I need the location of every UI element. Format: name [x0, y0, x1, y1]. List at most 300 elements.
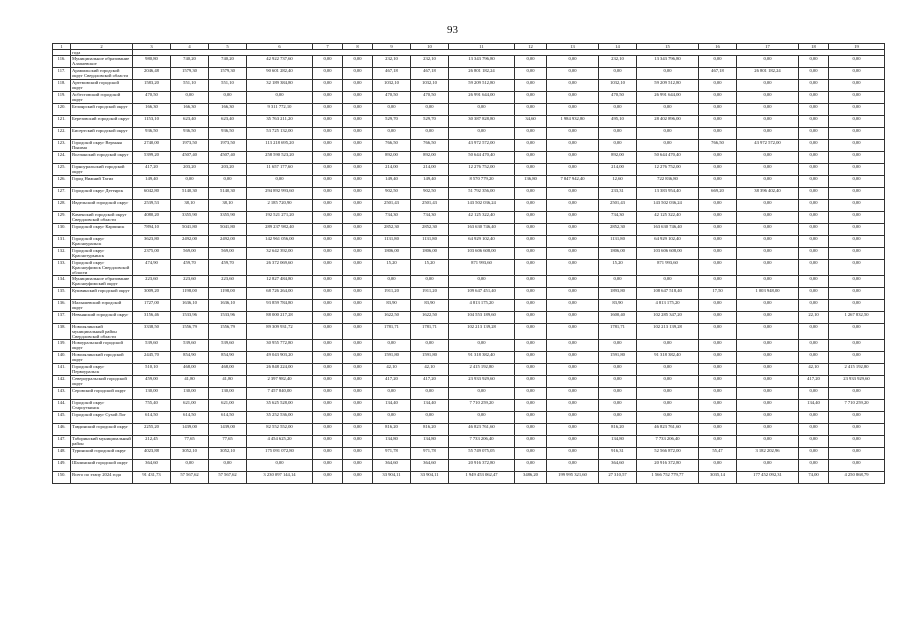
value-cell: 12 276 752,00: [637, 164, 699, 176]
value-cell: 0,00: [799, 412, 829, 424]
value-cell: 0,00: [209, 176, 247, 188]
value-cell: 102 285 347,20: [637, 312, 699, 324]
value-cell: 214,00: [373, 164, 411, 176]
value-cell: 0,00: [343, 260, 373, 276]
value-cell: 103 606 608,00: [637, 248, 699, 260]
value-cell: 0,00: [313, 116, 343, 128]
row-number-cell: 119.: [53, 92, 71, 104]
value-cell: 0,00: [343, 80, 373, 92]
value-cell: 0,00: [515, 56, 547, 68]
row-number-cell: 148.: [53, 448, 71, 460]
value-cell: 1911,20: [373, 288, 411, 300]
value-cell: 0,00: [343, 92, 373, 104]
value-cell: 53 725 132,00: [247, 128, 313, 140]
value-cell: 467,18: [699, 68, 737, 80]
value-cell: 0,00: [799, 116, 829, 128]
value-cell: 0,00: [699, 400, 737, 412]
value-cell: 364,60: [133, 460, 171, 472]
value-cell: 0,00: [313, 248, 343, 260]
value-cell: 7 733 206,40: [637, 436, 699, 448]
value-cell: 0,00: [343, 188, 373, 200]
value-cell: 1 949 453 062,47: [449, 472, 515, 484]
value-cell: 91 318 382,40: [637, 352, 699, 364]
value-cell: 12 827 484,80: [247, 276, 313, 288]
value-cell: 20 916 372,80: [449, 460, 515, 472]
value-cell: 5140,30: [209, 188, 247, 200]
value-cell: 0,00: [547, 364, 599, 376]
table-row: [53, 164, 885, 176]
value-cell: 0,00: [547, 140, 599, 152]
value-cell: 0,00: [373, 276, 411, 288]
value-cell: 59 209 512,80: [637, 80, 699, 92]
value-cell: 0,00: [547, 448, 599, 460]
value-cell: 0,00: [515, 448, 547, 460]
value-cell: 0,00: [313, 312, 343, 324]
value-cell: 0,00: [411, 412, 449, 424]
value-cell: 459,70: [209, 260, 247, 276]
value-cell: 0,00: [343, 376, 373, 388]
value-cell: 0,00: [547, 188, 599, 200]
value-cell: 417,20: [133, 164, 171, 176]
value-cell: 0,00: [737, 92, 799, 104]
value-cell: 0,00: [799, 340, 829, 352]
value-cell: 0,00: [799, 176, 829, 188]
municipality-cell: Новолялинский городской округ: [71, 352, 133, 364]
value-cell: 0,00: [737, 340, 799, 352]
value-cell: 0,00: [313, 448, 343, 460]
value-cell: 17,50: [699, 288, 737, 300]
value-cell: 1533,96: [209, 312, 247, 324]
value-cell: 0,00: [799, 92, 829, 104]
table-row: [53, 260, 885, 276]
value-cell: 0,00: [737, 128, 799, 140]
value-cell: 936,50: [133, 128, 171, 140]
table-row: [53, 224, 885, 236]
value-cell: 0,00: [547, 460, 599, 472]
value-cell: 0,00: [829, 128, 885, 140]
value-cell: 0,00: [829, 276, 885, 288]
column-number: 16: [699, 44, 737, 50]
value-cell: 134,80: [373, 436, 411, 448]
value-cell: 0,00: [699, 200, 737, 212]
value-cell: 52 566 872,00: [637, 448, 699, 460]
municipality-cell: Шалинский городской округ: [71, 460, 133, 472]
value-cell: 0,00: [343, 352, 373, 364]
value-cell: 2501,43: [599, 200, 637, 212]
value-cell: 104 553 189,60: [449, 312, 515, 324]
row-number-cell: 118.: [53, 80, 71, 92]
value-cell: 166,30: [171, 104, 209, 116]
value-cell: 0,00: [699, 340, 737, 352]
value-cell: 0,00: [313, 388, 343, 400]
municipality-cell: Городской округ Верхняя Пышма: [71, 140, 133, 152]
value-cell: 7 457 840,00: [247, 388, 313, 400]
value-cell: 0,00: [343, 472, 373, 484]
value-cell: 0,00: [449, 276, 515, 288]
value-cell: 0,00: [547, 436, 599, 448]
value-cell: 2 185 720,90: [247, 200, 313, 212]
row-number-cell: 134.: [53, 276, 71, 288]
value-cell: 232,10: [411, 56, 449, 68]
value-cell: 214,00: [411, 164, 449, 176]
value-cell: 0,00: [547, 340, 599, 352]
value-cell: 0,00: [373, 388, 411, 400]
value-cell: 41,80: [209, 376, 247, 388]
value-cell: 1198,00: [209, 288, 247, 300]
column-number: 7: [313, 44, 343, 50]
value-cell: 0,00: [829, 56, 885, 68]
column-number: 17: [737, 44, 799, 50]
value-cell: 0,00: [699, 164, 737, 176]
value-cell: 0,00: [829, 324, 885, 340]
value-cell: 0,00: [313, 68, 343, 80]
value-cell: 2501,43: [411, 200, 449, 212]
value-cell: 0,00: [515, 400, 547, 412]
value-cell: 614,50: [133, 412, 171, 424]
value-cell: 2 397 982,40: [247, 376, 313, 388]
municipality-cell: Асбестовский городской округ: [71, 92, 133, 104]
value-cell: 1439,00: [171, 424, 209, 436]
value-cell: 0,00: [547, 80, 599, 92]
value-cell: 1583,20: [133, 80, 171, 92]
value-cell: 0,00: [247, 460, 313, 472]
value-cell: 740,20: [209, 56, 247, 68]
value-cell: 0,00: [699, 312, 737, 324]
value-cell: 0,00: [449, 388, 515, 400]
value-cell: 1579,30: [209, 68, 247, 80]
value-cell: 614,50: [209, 412, 247, 424]
value-cell: 569,00: [171, 248, 209, 260]
value-cell: 20 916 372,80: [637, 460, 699, 472]
municipality-cell: Артемовский городской округ: [71, 80, 133, 92]
value-cell: 0,00: [313, 352, 343, 364]
value-cell: 1781,71: [599, 324, 637, 340]
value-cell: 854,90: [209, 352, 247, 364]
value-cell: 32 642 392,00: [247, 248, 313, 260]
value-cell: 0,00: [637, 140, 699, 152]
value-cell: 203,20: [209, 164, 247, 176]
value-cell: 0,00: [547, 424, 599, 436]
value-cell: 0,00: [343, 56, 373, 68]
municipality-cell: Североуральский городской округ: [71, 376, 133, 388]
value-cell: 0,00: [737, 460, 799, 472]
value-cell: 2375,00: [133, 248, 171, 260]
value-cell: 0,00: [699, 236, 737, 248]
value-cell: 59 209 512,80: [449, 80, 515, 92]
value-cell: 0,00: [799, 424, 829, 436]
value-cell: 232,10: [373, 56, 411, 68]
value-cell: 46 823 761,60: [637, 424, 699, 436]
value-cell: 0,00: [313, 104, 343, 116]
value-cell: 223,60: [209, 276, 247, 288]
column-number: 4: [171, 44, 209, 50]
value-cell: 130,00: [133, 388, 171, 400]
value-cell: 669,20: [699, 188, 737, 200]
value-cell: 1806,00: [411, 248, 449, 260]
value-cell: 0,00: [799, 212, 829, 224]
value-cell: 1636,10: [209, 300, 247, 312]
table-row: [53, 460, 885, 472]
value-cell: 26 801 182,24: [449, 68, 515, 80]
value-cell: 15,20: [599, 260, 637, 276]
row-number-cell: 144.: [53, 400, 71, 412]
value-cell: 91 318 382,40: [449, 352, 515, 364]
value-cell: 0,00: [699, 104, 737, 116]
value-cell: 1131,80: [599, 236, 637, 248]
value-cell: 0,00: [411, 340, 449, 352]
value-cell: 1973,50: [171, 140, 209, 152]
municipality-cell: Горноуральский городской округ: [71, 164, 133, 176]
value-cell: 0,00: [515, 376, 547, 388]
value-cell: 1579,30: [171, 68, 209, 80]
value-cell: 143 502 036,24: [449, 200, 515, 212]
value-cell: 0,00: [449, 128, 515, 140]
value-cell: 0,00: [547, 68, 599, 80]
value-cell: 26 991 644,00: [637, 92, 699, 104]
value-cell: 5140,30: [171, 188, 209, 200]
value-cell: 0,00: [829, 300, 885, 312]
value-cell: 0,00: [411, 276, 449, 288]
value-cell: 0,00: [737, 400, 799, 412]
value-cell: 0,00: [829, 140, 885, 152]
value-cell: 42,10: [411, 364, 449, 376]
value-cell: 233,31: [599, 188, 637, 200]
value-cell: 0,00: [515, 236, 547, 248]
value-cell: 1893,80: [599, 288, 637, 300]
value-cell: 3052,10: [209, 448, 247, 460]
value-cell: 816,20: [411, 424, 449, 436]
value-cell: 0,00: [599, 276, 637, 288]
value-cell: 0,00: [599, 68, 637, 80]
value-cell: 149,40: [133, 176, 171, 188]
municipality-cell: Муниципальное образование Красноуфимский округ: [71, 276, 133, 288]
value-cell: 0,00: [373, 104, 411, 116]
value-cell: 13 343 796,80: [449, 56, 515, 68]
value-cell: 417,20: [799, 376, 829, 388]
value-cell: 0,00: [313, 400, 343, 412]
value-cell: 175 091 072,80: [247, 448, 313, 460]
value-cell: 22,10: [799, 312, 829, 324]
value-cell: 0,00: [737, 324, 799, 340]
table-row: [53, 340, 885, 352]
value-cell: 5041,80: [209, 224, 247, 236]
value-cell: 5399,20: [133, 152, 171, 164]
value-cell: 0,00: [829, 68, 885, 80]
value-cell: 0,00: [343, 104, 373, 116]
value-cell: 0,00: [373, 340, 411, 352]
value-cell: 529,70: [373, 116, 411, 128]
value-cell: 7894,10: [133, 224, 171, 236]
value-cell: 0,00: [547, 260, 599, 276]
value-cell: 1591,80: [599, 352, 637, 364]
value-cell: 0,00: [313, 288, 343, 300]
value-cell: 30 387 828,80: [449, 116, 515, 128]
value-cell: 0,00: [599, 140, 637, 152]
value-cell: 0,00: [699, 324, 737, 340]
column-number: 12: [515, 44, 547, 50]
value-cell: 64 929 102,40: [637, 236, 699, 248]
row-number-cell: 136.: [53, 300, 71, 312]
value-cell: 4 813 175,20: [449, 300, 515, 312]
value-cell: 916,31: [599, 448, 637, 460]
value-cell: 0,00: [373, 412, 411, 424]
value-cell: 103 606 608,00: [449, 248, 515, 260]
value-cell: 0,00: [829, 352, 885, 364]
value-cell: 0,00: [829, 412, 885, 424]
value-cell: 0,00: [699, 80, 737, 92]
value-cell: 0,00: [599, 400, 637, 412]
value-cell: 0,00: [343, 388, 373, 400]
value-cell: 755,40: [133, 400, 171, 412]
value-cell: 0,00: [343, 448, 373, 460]
value-cell: 68 726 264,00: [247, 288, 313, 300]
value-cell: 0,00: [829, 288, 885, 300]
value-cell: 12,60: [599, 176, 637, 188]
value-cell: 0,00: [343, 412, 373, 424]
value-cell: 41,80: [171, 376, 209, 388]
value-cell: 0,00: [699, 376, 737, 388]
value-cell: 0,00: [699, 152, 737, 164]
value-cell: 43 972 572,00: [449, 140, 515, 152]
value-cell: 57 567,62: [171, 472, 209, 484]
value-cell: 0,00: [599, 412, 637, 424]
page-number: 93: [447, 24, 458, 36]
value-cell: 0,00: [799, 200, 829, 212]
value-cell: 0,00: [515, 340, 547, 352]
municipality-cell: Белоярский городской округ: [71, 104, 133, 116]
value-cell: 0,00: [829, 448, 885, 460]
value-cell: 0,00: [547, 400, 599, 412]
value-cell: 740,20: [171, 56, 209, 68]
value-cell: 7 710 259,20: [829, 400, 885, 412]
value-cell: 569,00: [209, 248, 247, 260]
value-cell: 0,00: [637, 276, 699, 288]
value-cell: 0,00: [737, 424, 799, 436]
value-cell: 0,00: [699, 300, 737, 312]
value-cell: 163 630 746,40: [637, 224, 699, 236]
value-cell: 49 043 903,20: [247, 352, 313, 364]
row-number-cell: 146.: [53, 424, 71, 436]
municipality-cell: Таборинский муниципальный район: [72, 436, 131, 446]
value-cell: 7 733 206,40: [449, 436, 515, 448]
value-cell: 212,45: [133, 436, 171, 448]
value-cell: 0,00: [799, 260, 829, 276]
value-cell: 0,00: [829, 388, 885, 400]
value-cell: 1636,10: [171, 300, 209, 312]
value-cell: 0,00: [515, 188, 547, 200]
value-cell: 3 182 202,96: [737, 448, 799, 460]
value-cell: 0,00: [829, 248, 885, 260]
value-cell: 0,00: [699, 128, 737, 140]
value-cell: 1 003 948,00: [737, 288, 799, 300]
value-cell: 0,00: [313, 140, 343, 152]
value-cell: 6042,80: [133, 188, 171, 200]
value-cell: 90 601 282,40: [247, 68, 313, 80]
row-number-cell: 141.: [53, 364, 71, 376]
value-cell: 0,00: [737, 276, 799, 288]
table-row: [53, 116, 885, 128]
value-cell: 0,00: [799, 236, 829, 248]
value-cell: 199 995 321,60: [547, 472, 599, 484]
value-cell: 871 993,60: [637, 260, 699, 276]
value-cell: 4 250 868,79: [829, 472, 885, 484]
value-cell: 3156,46: [133, 312, 171, 324]
value-cell: 134,40: [411, 400, 449, 412]
value-cell: 0,00: [313, 260, 343, 276]
value-cell: 734,30: [373, 212, 411, 224]
value-cell: 980,80: [133, 56, 171, 68]
value-cell: 364,60: [411, 460, 449, 472]
column-number: 3: [133, 44, 171, 50]
column-number: 18: [799, 44, 829, 50]
value-cell: 26 372 069,60: [247, 260, 313, 276]
value-cell: 0,00: [799, 104, 829, 116]
value-cell: 1591,80: [411, 352, 449, 364]
value-cell: 0,00: [737, 152, 799, 164]
column-number: 10: [411, 44, 449, 50]
value-cell: 0,00: [343, 116, 373, 128]
value-cell: 0,00: [737, 176, 799, 188]
value-cell: 7 847 942,40: [547, 176, 599, 188]
value-cell: 0,00: [547, 412, 599, 424]
municipality-cell: Невьянский городской округ: [71, 312, 133, 324]
value-cell: 0,00: [209, 92, 247, 104]
table-row: [53, 128, 885, 140]
row-number-cell: 117.: [53, 68, 71, 80]
value-cell: 0,00: [637, 388, 699, 400]
table-row: [53, 400, 885, 412]
value-cell: 459,00: [133, 376, 171, 388]
value-cell: 77,65: [171, 436, 209, 448]
table-row: [53, 276, 885, 288]
value-cell: 0,00: [799, 288, 829, 300]
value-cell: 971,78: [411, 448, 449, 460]
value-cell: 3052,10: [171, 448, 209, 460]
table-row: [53, 376, 885, 388]
value-cell: 15,20: [373, 260, 411, 276]
value-cell: 0,00: [515, 68, 547, 80]
row-number-cell: 139.: [53, 340, 71, 352]
value-cell: 0,00: [313, 324, 343, 340]
value-cell: 0,00: [313, 412, 343, 424]
value-cell: 470,50: [411, 92, 449, 104]
value-cell: 0,00: [343, 300, 373, 312]
value-cell: 902,50: [373, 188, 411, 200]
row-number-cell: 150.: [53, 472, 71, 484]
value-cell: 0,00: [799, 128, 829, 140]
table-row: [53, 472, 885, 484]
value-cell: 0,00: [829, 212, 885, 224]
value-cell: 163 630 746,40: [449, 224, 515, 236]
value-cell: 15,20: [411, 260, 449, 276]
value-cell: 1533,96: [171, 312, 209, 324]
value-cell: 0,00: [829, 164, 885, 176]
value-cell: 13 343 796,80: [637, 56, 699, 68]
value-cell: 0,00: [313, 200, 343, 212]
value-cell: 1622,50: [373, 312, 411, 324]
value-cell: 0,00: [699, 92, 737, 104]
value-cell: 0,00: [515, 300, 547, 312]
value-cell: 0,00: [829, 92, 885, 104]
value-cell: 74,00: [799, 472, 829, 484]
value-cell: 0,00: [799, 448, 829, 460]
value-cell: 0,00: [699, 176, 737, 188]
value-cell: 0,00: [799, 224, 829, 236]
row-number-cell: 126.: [53, 176, 71, 188]
value-cell: 551,10: [171, 80, 209, 92]
value-cell: 936,50: [209, 128, 247, 140]
municipality-cell: Муниципальное образование Алапаевское: [71, 56, 133, 68]
